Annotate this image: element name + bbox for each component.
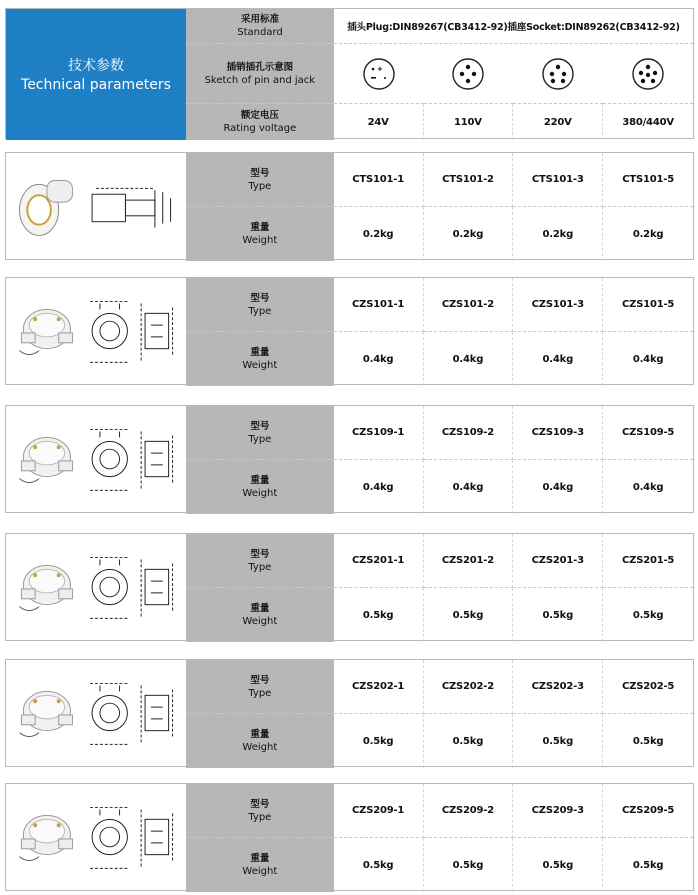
type-label: 型号 Type	[186, 660, 334, 714]
type-value: CZS202-5	[603, 660, 693, 714]
weight-value: 0.5kg	[513, 838, 603, 892]
voltage-row	[186, 104, 693, 140]
type-value: CTS101-5	[603, 153, 693, 207]
weight-value: 0.5kg	[632, 859, 664, 871]
type-label: 型号 Type	[186, 406, 334, 460]
weight-row	[186, 588, 693, 642]
weight-value: 0.5kg	[424, 838, 514, 892]
weight-value: 0.4kg	[334, 460, 424, 514]
weight-value: 0.5kg	[334, 588, 424, 642]
weight-value: 0.5kg	[334, 714, 424, 768]
weight-value: 0.2kg	[334, 207, 424, 261]
weight-value: 0.5kg	[632, 735, 664, 747]
pin-3-icon	[424, 44, 514, 104]
product-block	[5, 152, 694, 260]
type-value: CZS201-3	[513, 534, 603, 588]
type-value: CZS201-5	[603, 534, 693, 588]
weight-row	[186, 207, 693, 261]
type-value: CZS109-5	[603, 406, 693, 460]
weight-value: 0.4kg	[334, 332, 424, 386]
type-row	[186, 534, 693, 588]
plug-drawing	[6, 153, 186, 259]
weight-label: 重量 Weight	[242, 729, 278, 753]
weight-value: 0.2kg	[424, 207, 514, 261]
weight-label: 重量 Weight	[242, 222, 278, 246]
sketch-row	[186, 44, 693, 104]
standard-value: 插头Plug:DIN89267(CB3412-92)插座Socket:DIN89262(CB3412-92)	[334, 9, 693, 44]
type-row	[186, 153, 693, 207]
type-value: CZS109-2	[424, 406, 514, 460]
junction-box-drawing	[6, 278, 186, 384]
weight-label: 重量 Weight	[242, 603, 278, 627]
weight-value: 0.4kg	[513, 460, 603, 514]
weight-value: 0.5kg	[632, 609, 664, 621]
type-value: CZS109-3	[513, 406, 603, 460]
standard-row	[186, 9, 693, 44]
type-value: CZS109-1	[334, 406, 424, 460]
weight-value: 0.4kg	[632, 481, 664, 493]
weight-row	[186, 714, 693, 768]
junction-box-drawing	[6, 406, 186, 512]
type-row	[186, 278, 693, 332]
weight-row	[186, 332, 693, 386]
type-value: CZS209-2	[424, 784, 514, 838]
type-value: CZS209-5	[603, 784, 693, 838]
weight-value: 0.4kg	[424, 332, 514, 386]
type-value: CTS101-1	[334, 153, 424, 207]
type-value: CZS101-5	[603, 278, 693, 332]
product-block	[5, 783, 694, 891]
junction-box-drawing	[6, 784, 186, 890]
weight-value: 0.5kg	[513, 588, 603, 642]
type-value: CZS101-1	[334, 278, 424, 332]
pin-2-icon	[334, 44, 424, 104]
weight-value: 0.2kg	[513, 207, 603, 261]
pin-4-icon	[513, 44, 603, 104]
voltage-value: 110V	[424, 104, 514, 140]
weight-value: 0.5kg	[424, 588, 514, 642]
weight-value: 0.4kg	[632, 353, 664, 365]
junction-box-drawing	[6, 660, 186, 766]
type-value: CZS209-1	[334, 784, 424, 838]
type-value: CTS101-2	[424, 153, 514, 207]
type-label: 型号 Type	[186, 153, 334, 207]
voltage-label: 额定电压 Rating voltage	[223, 110, 297, 134]
weight-value: 0.5kg	[513, 714, 603, 768]
weight-value: 0.2kg	[632, 228, 664, 240]
product-block	[5, 659, 694, 767]
type-value: CTS101-3	[513, 153, 603, 207]
voltage-value: 380/440V	[622, 116, 674, 128]
type-value: CZS101-3	[513, 278, 603, 332]
type-row	[186, 784, 693, 838]
spec-header	[5, 8, 694, 139]
type-value: CZS202-3	[513, 660, 603, 714]
weight-row	[186, 838, 693, 892]
type-label: 型号 Type	[186, 784, 334, 838]
voltage-value: 24V	[334, 104, 424, 140]
svg-text:+: +	[376, 64, 383, 73]
title-cn: 技术参数	[68, 57, 124, 74]
type-value: CZS202-2	[424, 660, 514, 714]
product-block	[5, 533, 694, 641]
type-value: CZS201-2	[424, 534, 514, 588]
type-value: CZS101-2	[424, 278, 514, 332]
type-label: 型号 Type	[186, 534, 334, 588]
weight-label: 重量 Weight	[242, 853, 278, 877]
type-row	[186, 660, 693, 714]
standard-label: 采用标准 Standard	[186, 9, 334, 44]
weight-row	[186, 460, 693, 514]
weight-value: 0.4kg	[513, 332, 603, 386]
junction-box-drawing	[6, 534, 186, 640]
weight-value: 0.5kg	[424, 714, 514, 768]
product-block	[5, 277, 694, 385]
pin-5-icon	[603, 44, 693, 104]
weight-value: 0.5kg	[334, 838, 424, 892]
type-row	[186, 406, 693, 460]
title-panel	[6, 9, 186, 140]
weight-label: 重量 Weight	[242, 347, 278, 371]
type-value: CZS209-3	[513, 784, 603, 838]
type-value: CZS201-1	[334, 534, 424, 588]
product-block	[5, 405, 694, 513]
weight-label: 重量 Weight	[242, 475, 278, 499]
sketch-label: 插销插孔示意图 Sketch of pin and jack	[186, 44, 334, 104]
title-en: Technical parameters	[21, 76, 171, 93]
type-label: 型号 Type	[186, 278, 334, 332]
type-value: CZS202-1	[334, 660, 424, 714]
weight-value: 0.4kg	[424, 460, 514, 514]
voltage-value: 220V	[513, 104, 603, 140]
